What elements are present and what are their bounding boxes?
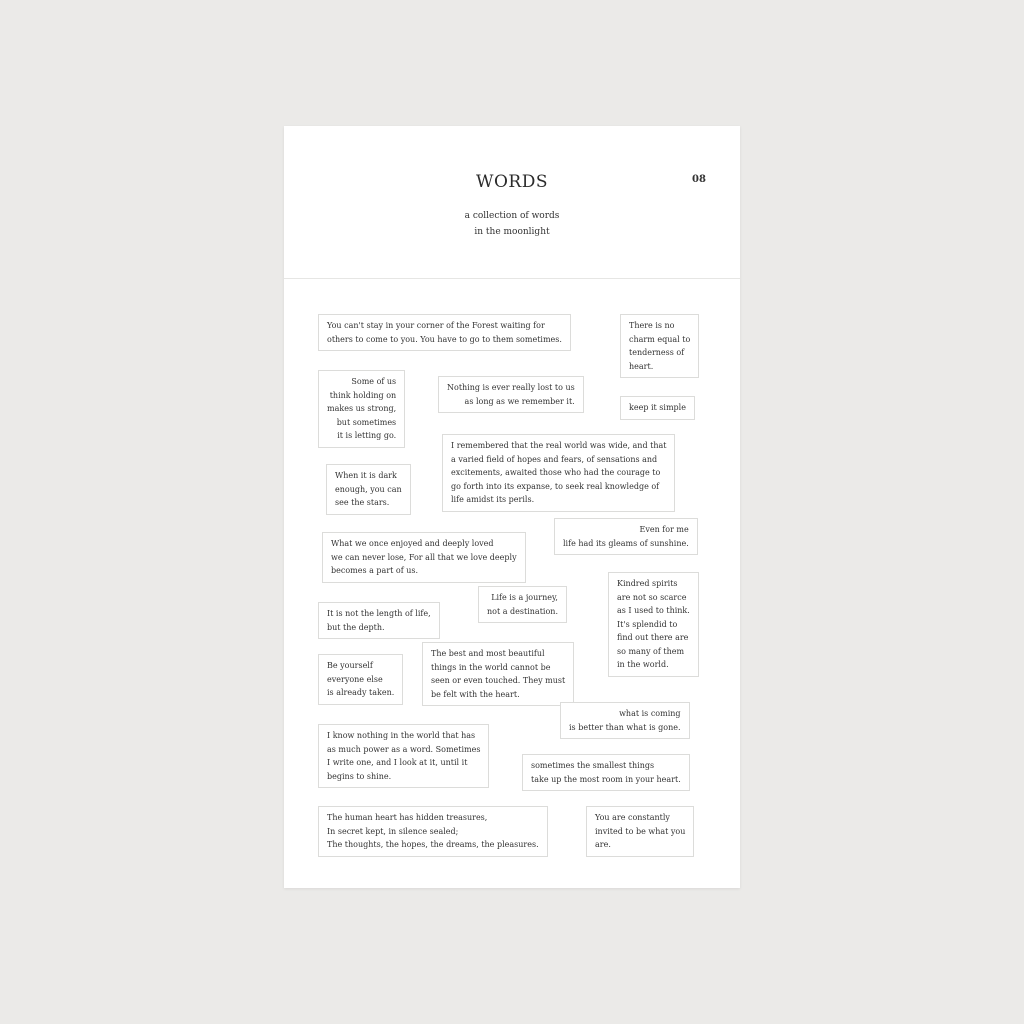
quote-sticker xyxy=(326,464,411,515)
quote-line: so many of them xyxy=(617,646,685,656)
quote-line: What we once enjoyed and deeply loved xyxy=(331,539,494,548)
quote-line: makes us strong, xyxy=(327,404,397,413)
quote-sticker xyxy=(438,376,584,413)
quote-line: begins to shine. xyxy=(327,771,392,781)
quote-line: is better than what is gone. xyxy=(569,722,681,732)
quote-line: go forth into its expanse, to seek real knowledge of xyxy=(451,481,660,491)
quote-line: but the depth. xyxy=(327,622,385,632)
quote-sticker xyxy=(318,654,403,705)
quote-line: are not so scarce xyxy=(617,592,687,602)
subtitle-line: in the moonlight xyxy=(474,227,550,237)
quote-line: The human heart has hidden treasures, xyxy=(327,813,488,822)
quote-line: Nothing is ever really lost to us xyxy=(447,383,575,392)
quote-sticker xyxy=(322,532,526,583)
quote-line: Life is a journey, xyxy=(491,593,558,602)
quote-line: what is coming xyxy=(619,709,681,718)
quote-sticker xyxy=(554,518,698,555)
quote-line: The best and most beautiful xyxy=(431,649,545,658)
quote-line: find out there are xyxy=(617,633,689,642)
quote-line: not a destination. xyxy=(487,606,558,616)
quote-line: is already taken. xyxy=(327,688,395,697)
quote-sticker xyxy=(442,434,675,512)
quote-line: in the world. xyxy=(617,660,669,669)
quote-line: charm equal to xyxy=(629,334,691,344)
quote-line: Some of us xyxy=(351,377,397,386)
quote-sticker xyxy=(620,314,699,378)
quote-line: Kindred spirits xyxy=(617,579,678,588)
quote-line: heart. xyxy=(629,361,654,371)
quote-line: It is not the length of life, xyxy=(327,609,431,618)
quote-line: keep it simple xyxy=(629,403,686,412)
quote-sticker xyxy=(318,724,489,788)
quote-line: It's splendid to xyxy=(617,619,678,629)
quote-sticker xyxy=(422,642,574,706)
quote-sticker xyxy=(586,806,694,857)
quote-line: enough, you can xyxy=(335,484,402,494)
quote-line: think holding on xyxy=(329,390,397,400)
sheet-title: WORDS xyxy=(476,172,548,192)
quote-line: The thoughts, the hopes, the dreams, the pleasures. xyxy=(327,840,539,849)
quote-line: everyone else xyxy=(327,674,383,684)
quote-line: I write one, and I look at it, until it xyxy=(327,758,468,767)
quote-sticker xyxy=(318,370,405,448)
quote-line: life had its gleams of sunshine. xyxy=(563,538,689,548)
quote-line: There is no xyxy=(629,321,675,330)
quote-line: I remembered that the real world was wide, and that xyxy=(451,441,667,450)
quote-line: take up the most room in your heart. xyxy=(531,774,681,784)
quote-sticker xyxy=(560,702,690,739)
quote-line: tenderness of xyxy=(629,348,685,357)
quote-line: Be yourself xyxy=(327,661,373,670)
quote-line: it is letting go. xyxy=(337,431,397,440)
quote-line: as long as we remember it. xyxy=(464,396,575,406)
divider xyxy=(284,278,740,279)
quote-sticker xyxy=(608,572,699,677)
quote-line: see the stars. xyxy=(335,498,390,507)
quote-line: things in the world cannot be xyxy=(431,662,551,672)
quote-line: life amidst its perils. xyxy=(451,495,535,504)
quote-sticker xyxy=(318,806,548,857)
quote-line: sometimes the smallest things xyxy=(531,761,655,770)
quote-sticker xyxy=(318,602,440,639)
quote-line: as much power as a word. Sometimes xyxy=(327,744,481,754)
quote-line: seen or even touched. They must xyxy=(431,676,566,685)
quote-line: a varied field of hopes and fears, of sensations and xyxy=(451,454,658,464)
sheet-subtitle xyxy=(284,208,740,240)
quote-line: we can never lose, For all that we love deeply xyxy=(331,552,517,562)
quote-sticker xyxy=(522,754,690,791)
subtitle-line: a collection of words xyxy=(464,211,560,221)
quote-line: invited to be what you xyxy=(595,826,686,836)
quote-line: In secret kept, in silence sealed; xyxy=(327,826,459,836)
sticker-sheet xyxy=(284,126,740,888)
quote-line: are. xyxy=(595,840,611,849)
quote-line: You can't stay in your corner of the Forest waiting for xyxy=(327,321,545,330)
quote-line: as I used to think. xyxy=(617,606,690,615)
page-number: 08 xyxy=(692,174,706,185)
quote-line: I know nothing in the world that has xyxy=(327,731,476,740)
quote-line: be felt with the heart. xyxy=(431,689,520,699)
quote-line: others to come to you. You have to go to them sometimes. xyxy=(327,334,562,344)
quote-line: becomes a part of us. xyxy=(331,566,419,575)
quote-line: Even for me xyxy=(639,525,689,534)
quote-sticker xyxy=(478,586,567,623)
quote-line: excitements, awaited those who had the courage to xyxy=(451,468,661,477)
quote-line: but sometimes xyxy=(336,417,397,427)
quote-sticker xyxy=(620,396,695,420)
quote-sticker xyxy=(318,314,571,351)
quote-line: You are constantly xyxy=(595,813,670,822)
quote-line: When it is dark xyxy=(335,471,397,480)
